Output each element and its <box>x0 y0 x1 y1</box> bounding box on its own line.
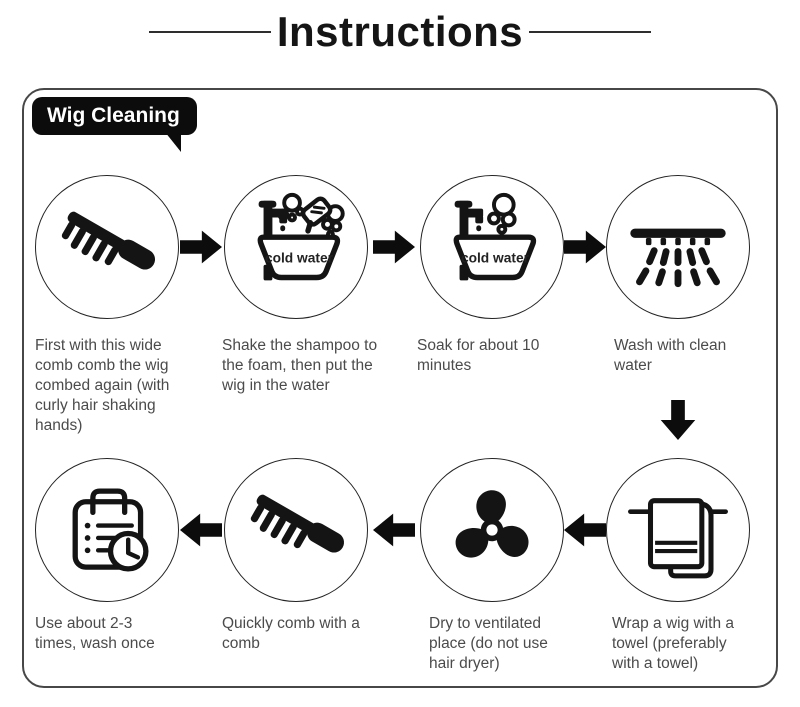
step-caption: Soak for about 10 minutes <box>417 337 540 374</box>
towel-on-rail-icon <box>623 475 733 585</box>
shampoo-bottle-icon <box>296 197 332 231</box>
arrow-right-icon <box>180 230 222 264</box>
arrow-right-icon <box>373 230 415 264</box>
page-title: Instructions <box>276 8 524 55</box>
wide-tooth-comb-icon <box>54 194 160 300</box>
arrow-left-icon <box>564 513 606 547</box>
page-header <box>0 8 800 56</box>
step-caption: Shake the shampoo to the foam, then put the wig in the water <box>222 337 378 394</box>
arrow-right-icon <box>564 230 606 264</box>
arrow-left-icon <box>373 513 415 547</box>
title-rule-left <box>149 31 271 33</box>
step-circle <box>224 175 368 319</box>
step-caption: Wash with clean water <box>614 337 727 374</box>
section-label-bubble <box>32 97 197 135</box>
step-circle <box>420 458 564 602</box>
step-circle <box>420 175 564 319</box>
step-caption: Dry to ventilated place (do not use hair dryer) <box>429 615 548 672</box>
step-circle <box>606 175 750 319</box>
arrow-down-icon <box>660 400 696 440</box>
bubble-tail <box>165 132 181 152</box>
arrow-left-icon <box>180 513 222 547</box>
wig-cleaning-panel <box>22 88 778 688</box>
soak-cold-water-basin-icon <box>433 188 551 306</box>
schedule-clock-icon <box>54 477 160 583</box>
step-circle <box>606 458 750 602</box>
step-caption: Wrap a wig with a towel (preferably with a towel) <box>612 615 735 672</box>
title-rule-right <box>529 31 651 33</box>
shampoo-cold-water-basin-icon <box>237 188 355 306</box>
step-caption: Use about 2-3 times, wash once <box>35 615 155 652</box>
shower-spray-icon <box>623 192 733 302</box>
step-caption: First with this wide comb comb the wig combed again (with curly hair shaking hands) <box>35 337 170 434</box>
basin-label: cold water <box>460 250 529 266</box>
section-label: Wig Cleaning <box>47 104 180 127</box>
step-circle <box>35 458 179 602</box>
basin-label: cold water <box>264 250 333 266</box>
fan-icon <box>440 478 544 582</box>
step-caption: Quickly comb with a comb <box>222 615 360 652</box>
step-circle <box>35 175 179 319</box>
wide-tooth-comb-icon <box>243 477 349 583</box>
step-circle <box>224 458 368 602</box>
